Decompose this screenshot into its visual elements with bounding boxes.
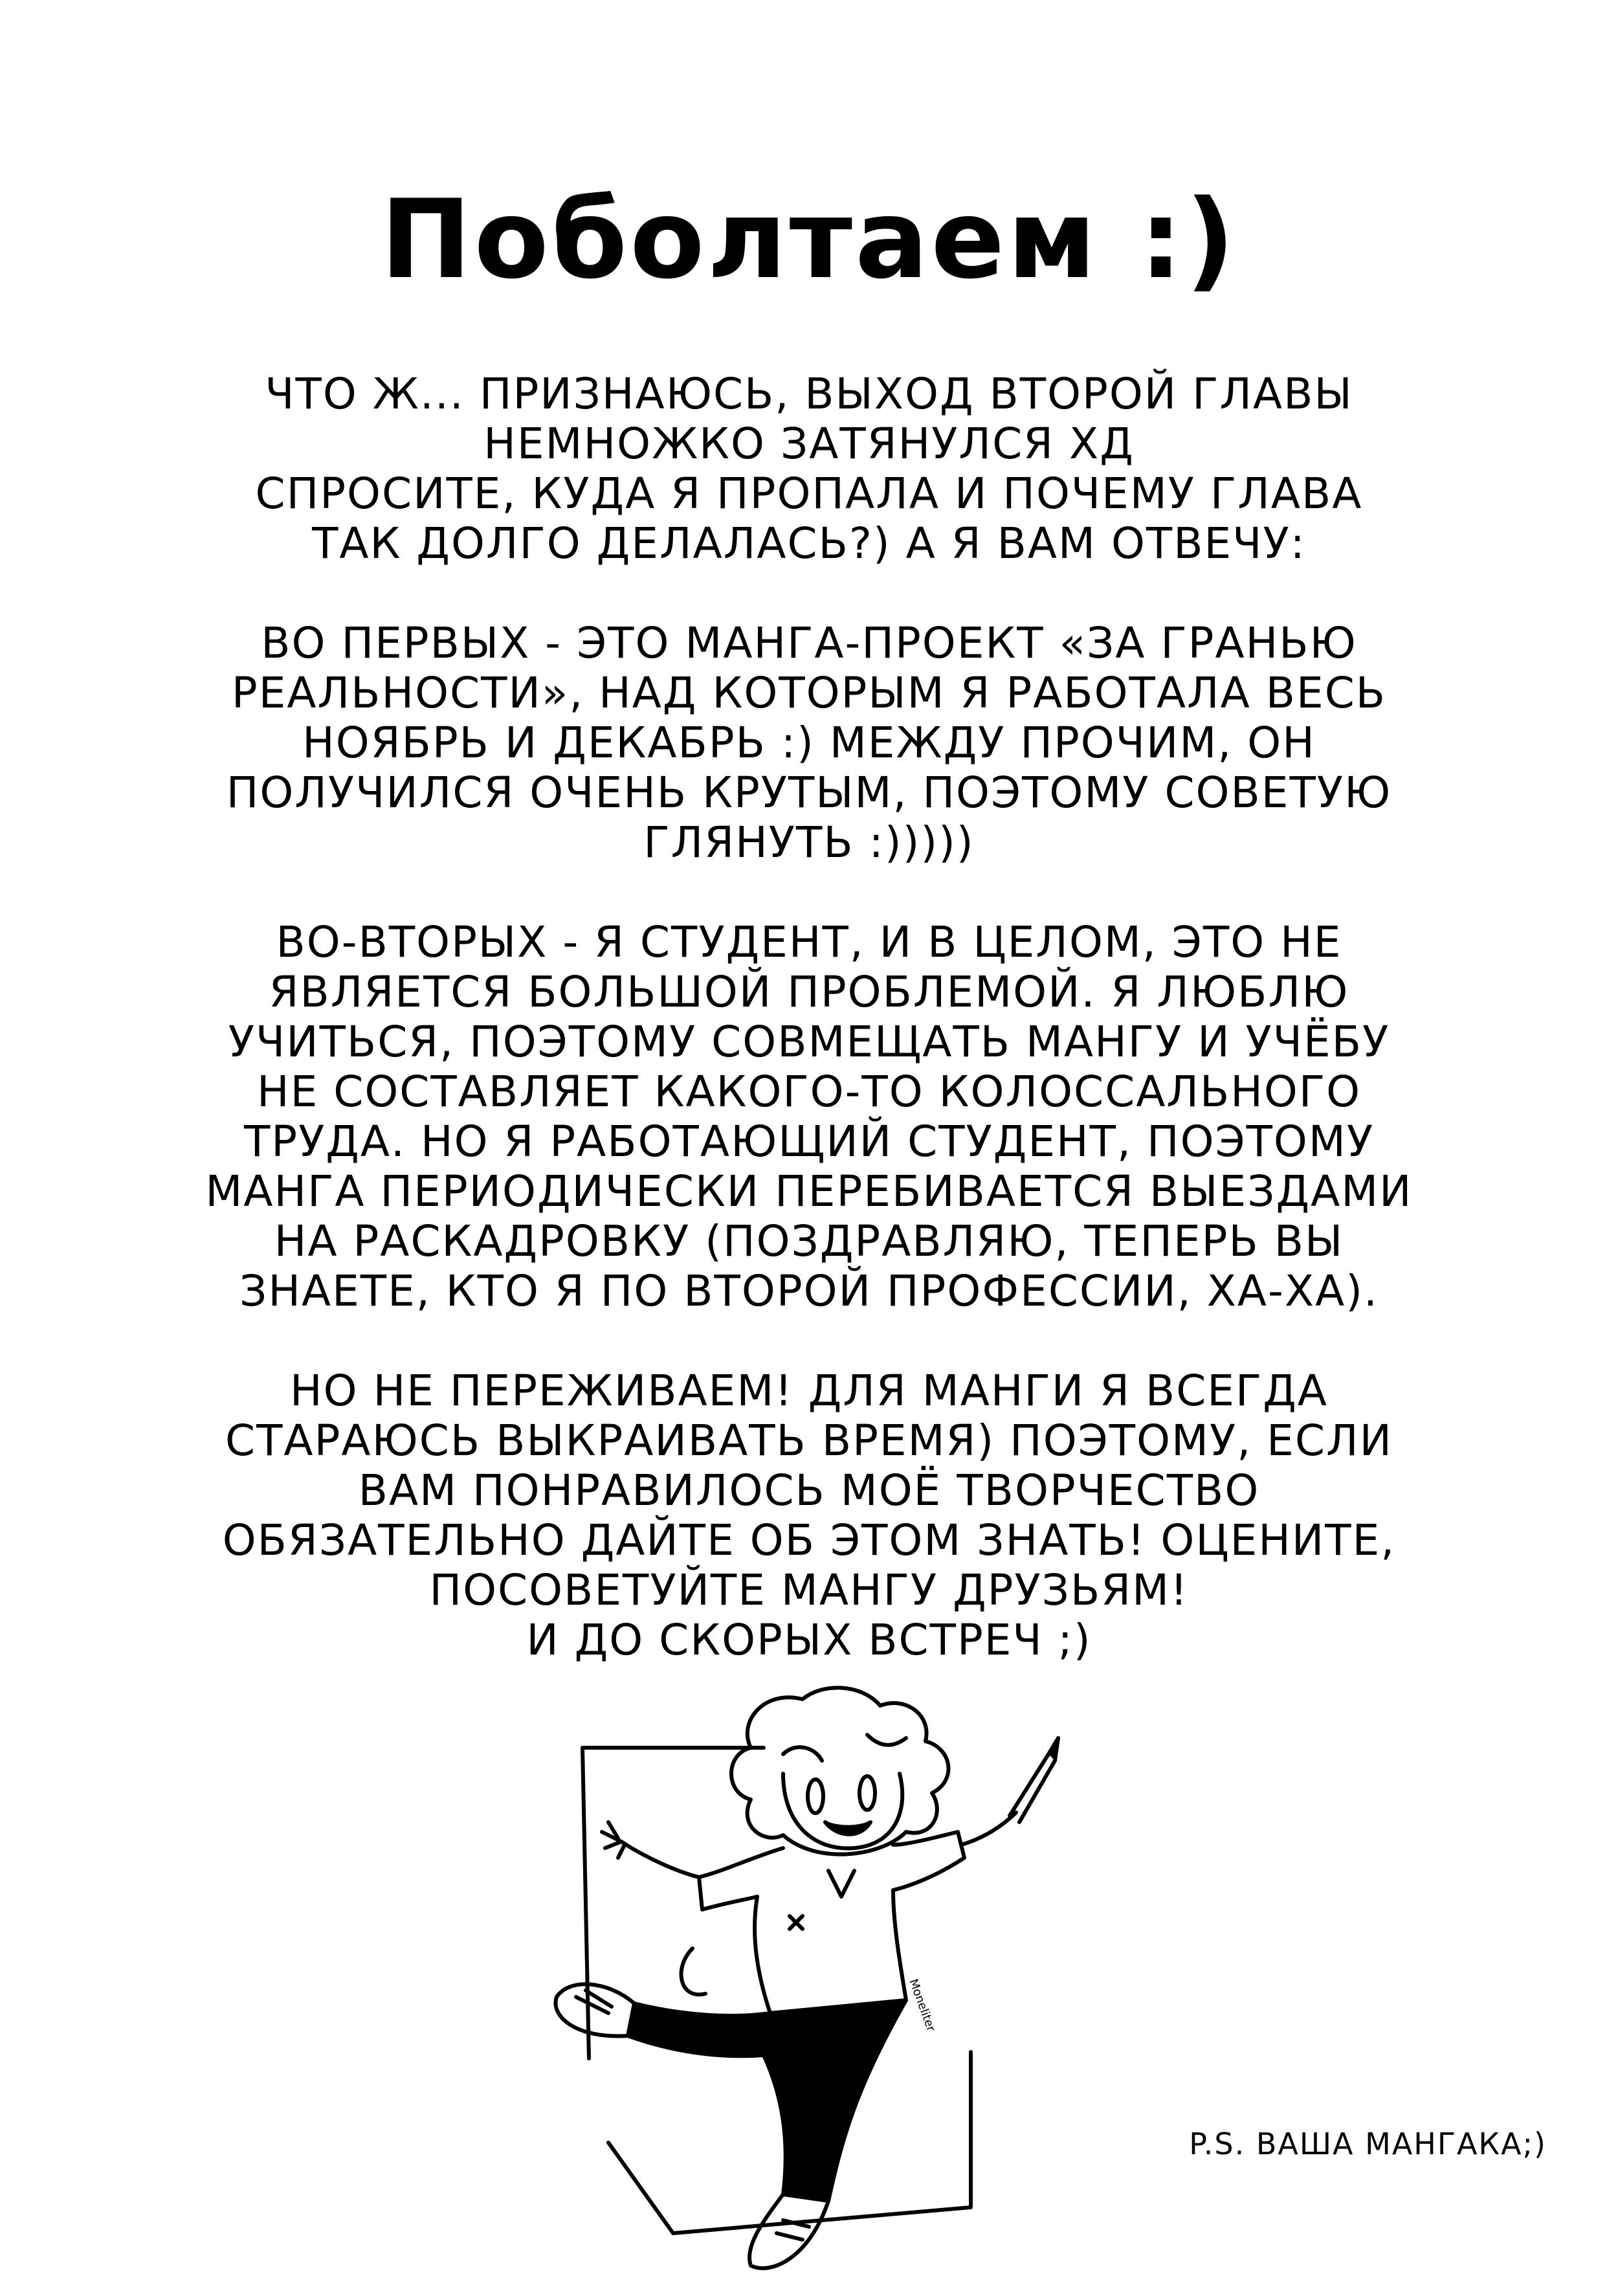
text-line: НЕ СОСТАВЛЯЕТ КАКОГО-ТО КОЛОССАЛЬНОГО	[256, 1067, 1362, 1117]
body-text	[110, 369, 1508, 1715]
text-line: ПОЛУЧИЛСЯ ОЧЕНЬ КРУТЫМ, ПОЭТОМУ СОВЕТУЮ	[226, 768, 1392, 818]
signature-note: P.S. ВАША МАНГАКА;)	[1189, 2126, 1547, 2161]
text-line: НА РАСКАДРОВКУ (ПОЗДРАВЛЯЮ, ТЕПЕРЬ ВЫ	[274, 1216, 1344, 1266]
text-line: ТАК ДОЛГО ДЕЛАЛАСЬ?) А Я ВАМ ОТВЕЧУ:	[312, 518, 1306, 568]
text-line: ГЛЯНУТЬ :)))))	[643, 818, 975, 867]
artist-signature: Moneliter	[906, 1977, 938, 2034]
text-line: НО НЕ ПЕРЕЖИВАЕМ! ДЛЯ МАНГИ Я ВСЕГДА	[290, 1366, 1328, 1416]
text-line: ЗНАЕТЕ, КТО Я ПО ВТОРОЙ ПРОФЕССИИ, ХА-ХА).	[239, 1266, 1379, 1316]
text-line: ВО-ВТОРЫХ - Я СТУДЕНТ, И В ЦЕЛОМ, ЭТО НЕ	[276, 917, 1342, 967]
text-line: ТРУДА. НО Я РАБОТАЮЩИЙ СТУДЕНТ, ПОЭТОМУ	[243, 1117, 1375, 1166]
text-line: И ДО СКОРЫХ ВСТРЕЧ ;)	[526, 1615, 1092, 1665]
page-title: Поболтаем :)	[380, 176, 1238, 303]
text-line: СПРОСИТЕ, КУДА Я ПРОПАЛА И ПОЧЕМУ ГЛАВА	[255, 469, 1363, 518]
girl-jumping-through-frame-icon	[479, 1677, 1061, 2279]
text-line: ВАМ ПОНРАВИЛОСЬ МОЁ ТВОРЧЕСТВО	[358, 1466, 1260, 1515]
text-line: МАНГА ПЕРИОДИЧЕСКИ ПЕРЕБИВАЕТСЯ ВЫЕЗДАМИ	[205, 1166, 1413, 1216]
text-line: ОБЯЗАТЕЛЬНО ДАЙТЕ ОБ ЭТОМ ЗНАТЬ! ОЦЕНИТЕ,	[222, 1515, 1396, 1565]
text-line: ВО ПЕРВЫХ - ЭТО МАНГА-ПРОЕКТ «ЗА ГРАНЬЮ	[261, 618, 1357, 668]
text-line: НОЯБРЬ И ДЕКАБРЬ :) МЕЖДУ ПРОЧИМ, ОН	[302, 718, 1316, 768]
paragraph-intro	[110, 369, 1508, 568]
text-line: ЧТО Ж... ПРИЗНАЮСЬ, ВЫХОД ВТОРОЙ ГЛАВЫ	[265, 369, 1353, 419]
text-line: ПОСОВЕТУЙТЕ МАНГУ ДРУЗЬЯМ!	[429, 1565, 1189, 1615]
girl-jumping-illustration	[479, 1677, 1061, 2279]
text-line: РЕАЛЬНОСТИ», НАД КОТОРЫМ Я РАБОТАЛА ВЕСЬ	[231, 668, 1387, 718]
paragraph-second-reason	[110, 917, 1508, 1316]
text-line: УЧИТЬСЯ, ПОЭТОМУ СОВМЕЩАТЬ МАНГУ И УЧЁБУ	[228, 1017, 1390, 1067]
paragraph-first-reason	[110, 618, 1508, 867]
text-line: СТАРАЮСЬ ВЫКРАИВАТЬ ВРЕМЯ) ПОЭТОМУ, ЕСЛИ	[225, 1416, 1393, 1466]
text-line: НЕМНОЖКО ЗАТЯНУЛСЯ ХД	[483, 419, 1135, 469]
text-line: ЯВЛЯЕТСЯ БОЛЬШОЙ ПРОБЛЕМОЙ. Я ЛЮБЛЮ	[269, 967, 1349, 1017]
paragraph-closing	[110, 1366, 1508, 1665]
